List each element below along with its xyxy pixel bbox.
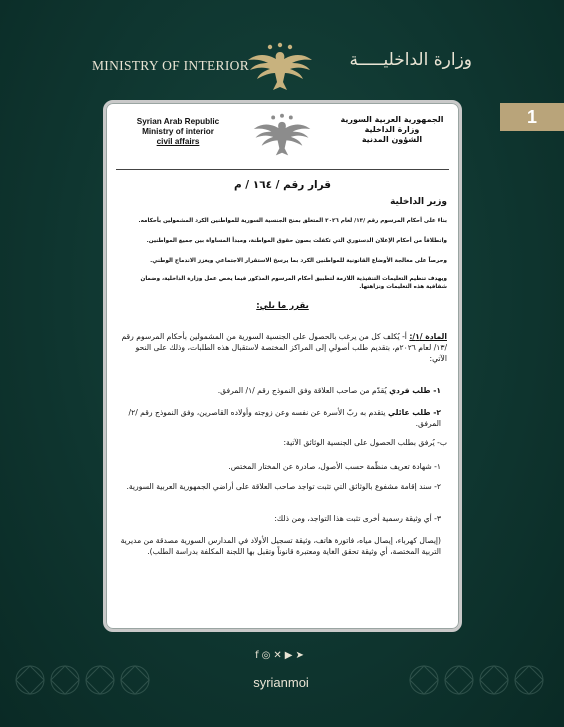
doc-item-detail: (إيصال كهرباء، إيصال مياه، فاتورة هاتف، وثيقة تسجيل الأولاد في المدارس السورية مصدقة من مديرية التربية المختصة، أي وثيقة تحقق الغاية ومعتبرة قانوناً وتقبل بها اللجنة المكلفة بدراسة الطلب). [120, 536, 441, 556]
article-1 [118, 331, 447, 364]
doc-item: ١- شهادة تعريف منظّمة حسب الأصول، صادرة عن المختار المختص. [228, 462, 441, 471]
header-divider [116, 169, 449, 170]
preamble-line: وحرصاً على معالجة الأوضاع القانونية للمواطنين الكرد بما يرسخ الاستقرار الاجتماعي ويعزز الاندماج الوطني. [150, 258, 447, 264]
item-family-text: يتقدم به ربّ الأسرة عن نفسه وعن زوجته وأولاده القاصرين، وفق النموذج رقم /٢/ المرفق. [128, 408, 441, 428]
social-handle[interactable]: syrianmoi [253, 675, 309, 690]
header-en-line: Ministry of interior [142, 127, 214, 136]
preamble-line: بناءً على أحكام المرسوم رقم /١٣/ لعام ٢٠٢٦ المتعلق بمنح الجنسية السورية للمواطنين الكرد المشمولين بأحكامه. [138, 218, 447, 224]
article-1-text: أ- يُكلف كل من يرغب بالحصول على الجنسية السورية من المشمولين بأحكام المرسوم رقم /١٣/ لعام ٢٠٢٦م، بتقديم طلب أصولي إلى المراكز المختصة لاستقبال هذه الطلبات، وذلك على النحو الآتي: [121, 332, 447, 363]
document-header-english [118, 117, 238, 147]
x-icon[interactable]: ✕ [273, 650, 285, 661]
eagle-emblem-icon [246, 42, 314, 94]
header-en-line: Syrian Arab Republic [136, 117, 220, 126]
doc-item: ٢- سند إقامة مشفوع بالوثائق التي تثبت تواجد صاحب العلاقة على أراضي الجمهورية العربية السورية. [126, 482, 441, 491]
brand-arabic: وزارة الداخليـــــة [349, 50, 472, 70]
item-individual [118, 385, 441, 396]
header-en-line: civil affairs [156, 137, 200, 146]
facebook-icon[interactable]: f [255, 650, 262, 661]
preamble-line: وانطلاقاً من أحكام الإعلان الدستوري التي تكفلت بصون حقوق المواطنة، ومبدأ المساواة بين جميع المواطنين. [146, 238, 447, 244]
item-family-label: ٢- طلب عائلي [387, 408, 441, 417]
header-ar-line: وزارة الداخلية [364, 125, 420, 134]
youtube-icon[interactable]: ▶ [284, 650, 296, 661]
section-b: ب- يُرفق بطلب الحصول على الجنسية الوثائق الآتية: [283, 438, 447, 447]
telegram-icon[interactable]: ➤ [295, 650, 307, 661]
header-ar-line: الجمهورية العربية السورية [340, 115, 444, 124]
document-header-arabic [337, 115, 447, 145]
page-number-badge: 1 [500, 103, 564, 131]
decision-document [103, 100, 462, 632]
geometric-pattern [10, 660, 160, 700]
instagram-icon[interactable]: ◎ [261, 650, 274, 661]
brand-english: MINISTRY OF INTERIOR [92, 58, 250, 73]
eagle-seal-icon [252, 111, 312, 161]
social-icons [236, 650, 326, 664]
header-ar-line: الشؤون المدنية [361, 135, 423, 144]
item-individual-text: يُقدّم من صاحب العلاقة وفق النموذج رقم /١/ المرفق. [217, 386, 387, 395]
doc-item: ٣- أي وثيقة رسمية أخرى تثبت هذا التواجد، ومن ذلك: [274, 514, 441, 523]
minister-title: وزير الداخلية [390, 197, 447, 207]
decides-heading: يقرر ما يلي: [256, 301, 309, 311]
item-family [118, 407, 441, 429]
decision-title: قرار رقم / ١٦٤ / م [233, 179, 332, 191]
preamble-line: ويهدف تنظيم التعليمات التنفيذية اللازمة لتطبيق أحكام المرسوم المذكور فيما يخص عمل وزارة الداخلية، وضمان شفافية هذه التعليمات ونزاهتها. [140, 276, 447, 290]
article-1-label: المادة /١/: [409, 332, 447, 341]
brand-bar [0, 20, 564, 80]
item-individual-label: ١- طلب فردي [389, 386, 441, 395]
geometric-pattern [404, 660, 554, 700]
